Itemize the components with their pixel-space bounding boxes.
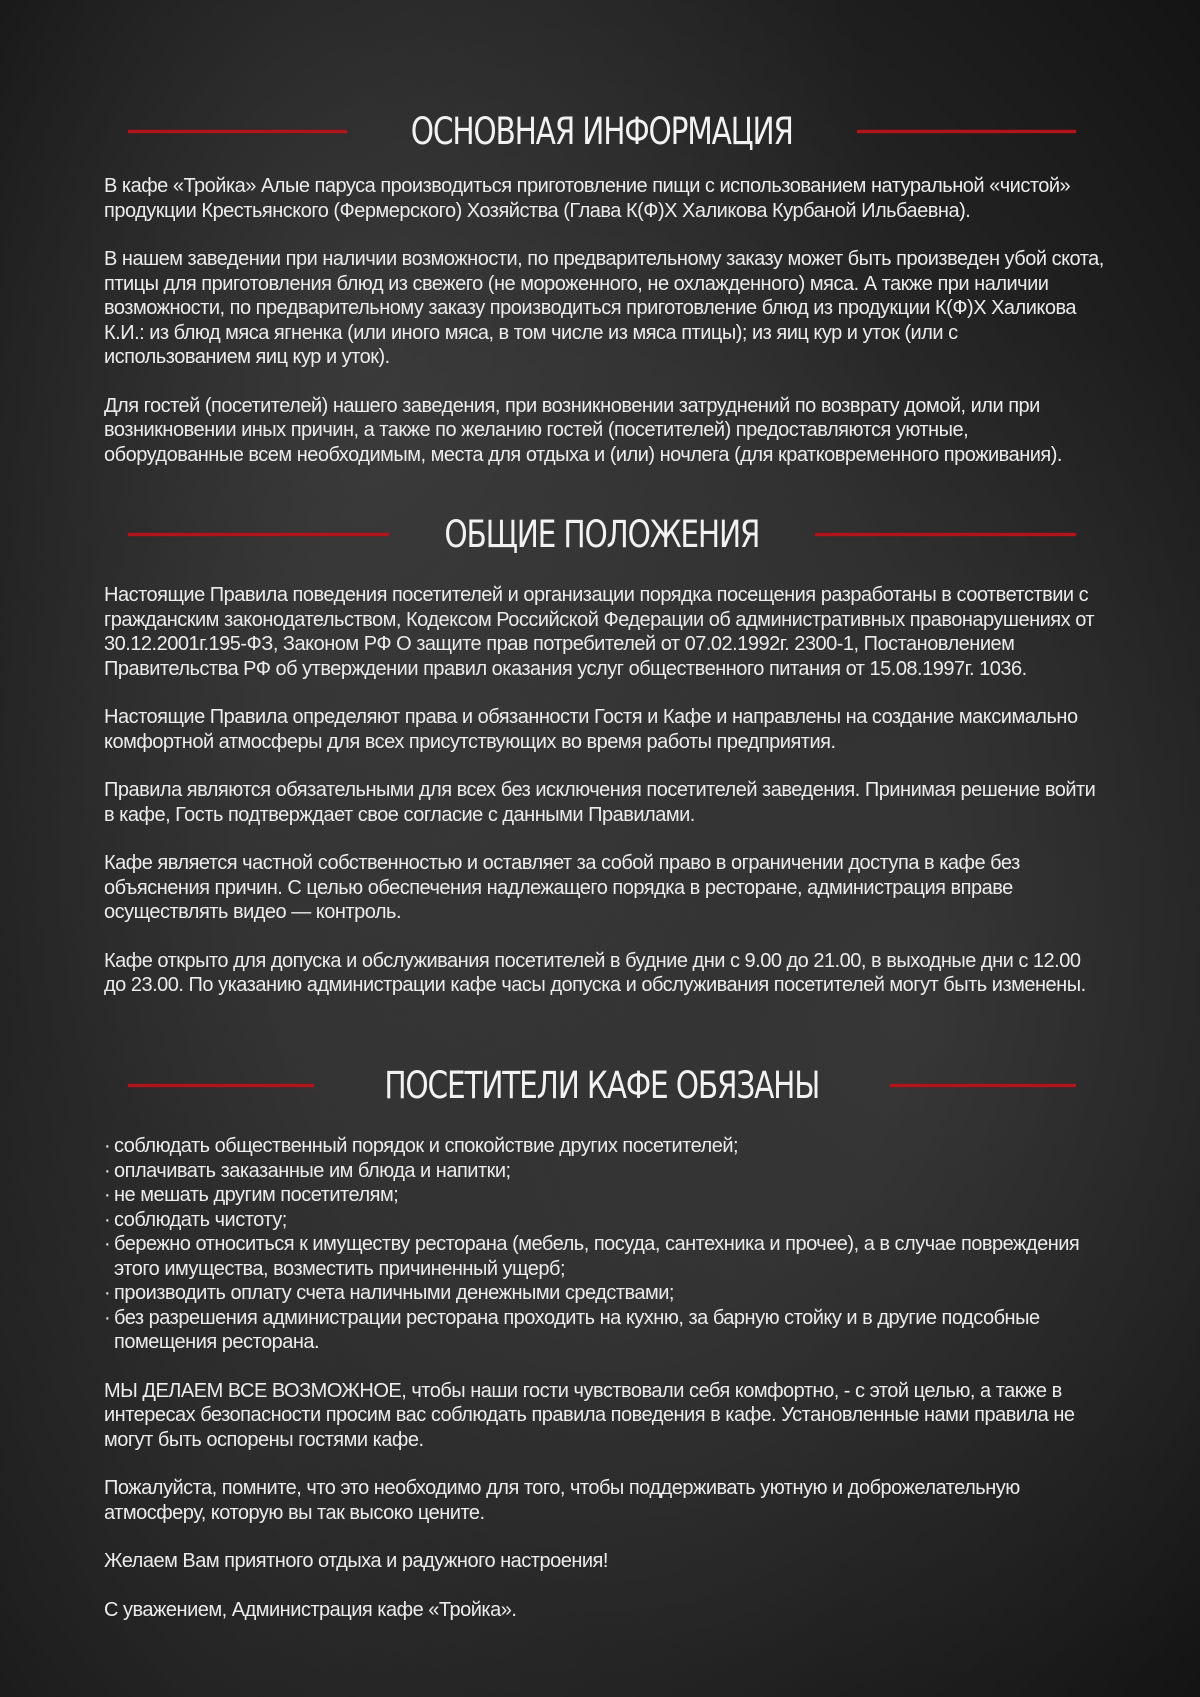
paragraph: Пожалуйста, помните, что это необходимо для того, чтобы поддерживать уютную и доброжелательную атмосферу, которую вы так высоко цените. [104,1477,1020,1524]
section-header-visitor-duties [128,1064,1076,1107]
paragraph: Для гостей (посетителей) нашего заведения, при возникновении затруднений по возврату домой, или при возникновении иных причин, а также по желанию гостей (посетителей) предоставляются уютные, оборудованные всем необходимым, места для отдыха и (или) ночлега (для кратковременного проживания). [104,394,1062,466]
section-header-basic-info [128,110,1076,153]
section-body-visitor-duties [104,1134,1104,1622]
paragraph: Правила являются обязательными для всех без исключения посетителей заведения. Принимая решение войти в кафе, Гость подтверждает свое согласие с данными Правилами. [104,779,1096,826]
paragraph: Настоящие Правила определяют права и обязанности Гостя и Кафе и направлены на создание максимально комфортной атмосферы для всех присутствующих во время работы предприятия. [104,706,1078,753]
signature-line: С уважением, Администрация кафе «Тройка». [104,1598,517,1621]
section-body-basic-info [104,174,1104,467]
red-divider-left [128,533,389,536]
paragraph: Кафе является частной собственностью и оставляет за собой право в ограничении доступа в кафе без объяснения причин. С целью обеспечения надлежащего порядка в ресторане, администрация вправе осуществлять видео — контроль. [104,852,1020,923]
red-divider-right [890,1084,1076,1087]
red-divider-right [815,533,1076,536]
section-title-visitor-duties: ПОСЕТИТЕЛИ КАФЕ ОБЯЗАНЫ [384,1064,820,1107]
list-item: · без разрешения администрации ресторана проходить на кухню, за барную стойку и в другие подсобные помещения ресторана. [104,1306,1104,1355]
list-item: · соблюдать чистоту; [104,1208,1104,1233]
paragraph: В кафе «Тройка» Алые паруса производиться приготовление пищи с использованием натуральной «чистой» продукции Крестьянского (Фермерского) Хозяйства (Глава К(Ф)Х Халикова Курбаной Ильбаевна). [104,175,1071,222]
paragraph: В нашем заведении при наличии возможности, по предварительному заказу может быть произведен убой скота, птицы для приготовления блюд из свежего (не мороженного, не охлажденного) мяса. А также при наличии возможности, по предварительному заказу производиться приготовление блюд из продукции К(Ф)Х Халикова К.И.: из блюд мяса ягненка (или иного мяса, в том числе из мяса птицы); из яиц кур и уток (или с использованием яиц кур и уток). [104,248,1104,368]
red-divider-left [128,1084,314,1087]
list-item: · соблюдать общественный порядок и спокойствие других посетителей; [104,1134,1104,1159]
list-item: · производить оплату счета наличными денежными средствами; [104,1281,1104,1306]
section-title-general-provisions: ОБЩИЕ ПОЛОЖЕНИЯ [444,513,760,556]
paragraph: Желаем Вам приятного отдыха и радужного настроения! [104,1550,608,1572]
paragraph: Настоящие Правила поведения посетителей и организации порядка посещения разработаны в соответствии с гражданским законодательством, Кодексом Российской Федерации об административных правонарушениях от 30.12.2001г.195-ФЗ, Законом РФ О защите прав потребителей от 07.02.1992г. 2300-1, Постановлением Правительства РФ об утверждении правил оказания услуг общественного питания от 15.08.1997г. 1036. [104,584,1095,680]
section-header-general-provisions [128,513,1076,556]
red-divider-left [128,130,347,133]
paragraph: МЫ ДЕЛАЕМ ВСЕ ВОЗМОЖНОЕ, чтобы наши гости чувствовали себя комфортно, - с этой целью, а также в интересах безопасности просим вас соблюдать правила поведения в кафе. Установленные нами правила не могут быть оспорены гостями кафе. [104,1379,1075,1451]
section-title-basic-info: ОСНОВНАЯ ИНФОРМАЦИЯ [410,110,794,153]
list-item: · бережно относиться к имуществу ресторана (мебель, посуда, сантехника и прочее), а в случае повреждения этого имущества, возместить причиненный ущерб; [104,1232,1104,1281]
list-item: · оплачивать заказанные им блюда и напитки; [104,1159,1104,1184]
list-item: · не мешать другим посетителям; [104,1183,1104,1208]
red-divider-right [857,130,1076,133]
paragraph: Кафе открыто для допуска и обслуживания посетителей в будние дни с 9.00 до 21.00, в выходные дни с 12.00 до 23.00. По указанию администрации кафе часы допуска и обслуживания посетителей могут быть изменены. [104,949,1086,996]
duties-list [104,1134,1104,1355]
section-body-general-provisions [104,583,1104,998]
